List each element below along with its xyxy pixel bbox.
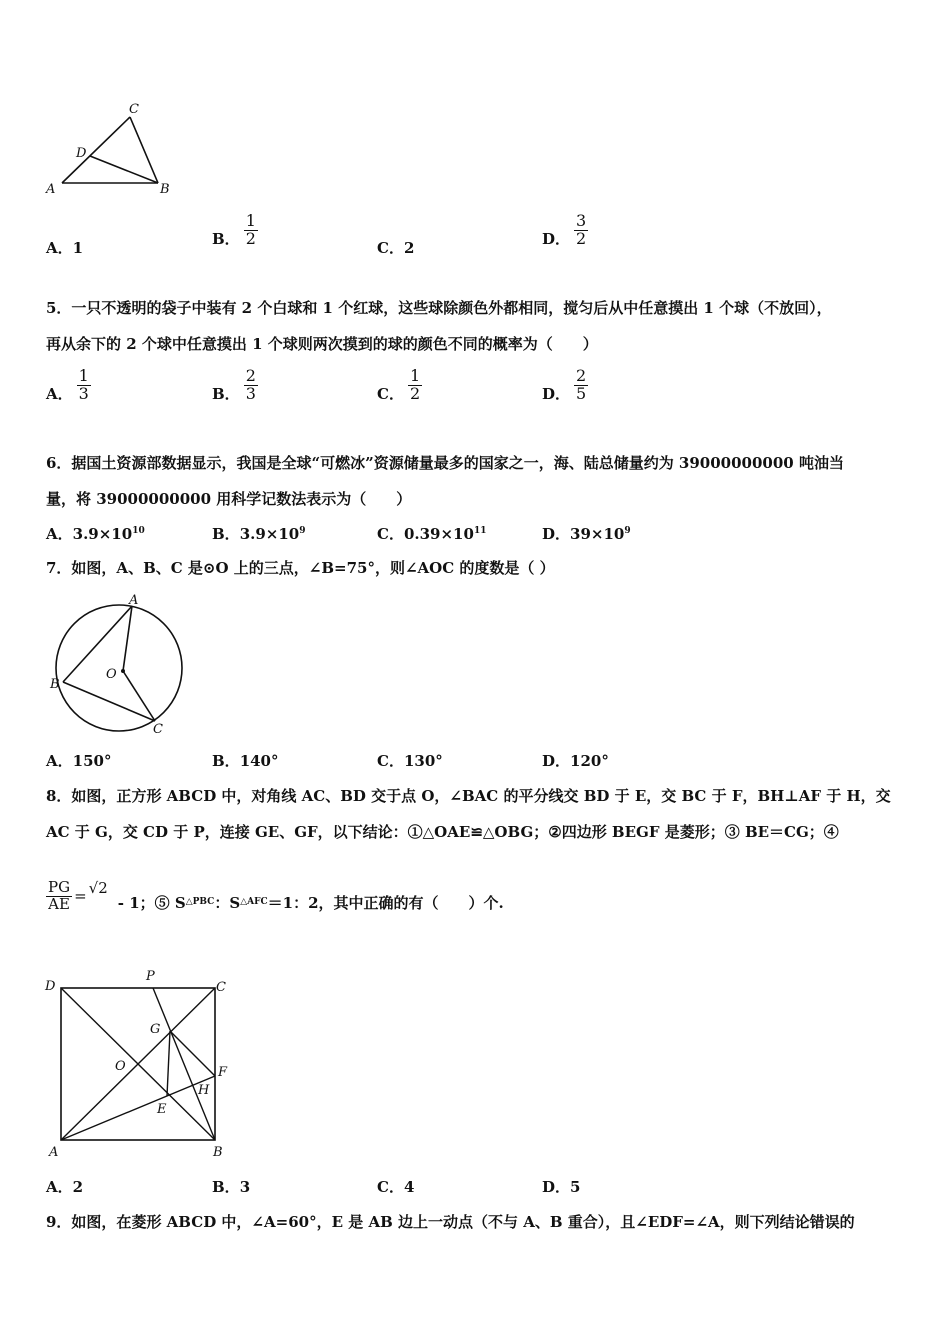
q8-option-d[interactable]: D．5 (542, 1178, 581, 1196)
q8-label-f: F (218, 1065, 228, 1080)
q8-option-c[interactable]: C．4 (377, 1178, 415, 1196)
q7-text-line1: 7．如图，A、B、C 是⊙O 上的三点，∠B=75°，则∠AOC 的度数是（ ） (46, 559, 555, 577)
q6-text-line1: 6．据国土资源部数据显示，我国是全球“可燃冰”资源储量最多的国家之一，海、陆总储量约为 39000000000 吨油当 (46, 454, 844, 472)
q4-option-c[interactable]: C．2 (377, 239, 415, 257)
q4-option-d[interactable]: D． $\frac{3}{2}$ (542, 211, 587, 249)
q8-square-figure (40, 963, 240, 1163)
q7-label-c: C (153, 722, 163, 737)
q4-label-d: D (76, 146, 87, 161)
q7-option-b[interactable]: B．140° (212, 752, 279, 770)
q4-label-b: B (160, 182, 170, 197)
q6-option-c[interactable]: C．$0.39\times 10^{11}$ (377, 525, 487, 543)
q6-option-b[interactable]: B．$3.9\times 10^9$ (212, 525, 306, 543)
q4-option-a[interactable]: A．1 (46, 239, 84, 257)
q6-option-a[interactable]: A．$3.9\times 10^{10}$ (46, 525, 145, 543)
q8-label-h: H (198, 1083, 210, 1098)
q9-text-line1: 9．如图，在菱形 ABCD 中，∠A=60°，E 是 AB 边上一动点（不与 A、B 重合），且∠EDF=∠A，则下列结论错误的 (46, 1213, 855, 1231)
q7-circle-figure (46, 592, 186, 737)
q8-label-g: G (150, 1022, 161, 1037)
q8-label-b: B (213, 1145, 223, 1160)
q4-label-a: A (46, 182, 56, 197)
fraction: $\frac{2}{5}$ (576, 366, 587, 403)
fraction: $\frac{3}{2}$ (576, 211, 587, 248)
q8-text-line2: AC 于 G，交 CD 于 P，连接 GE、GF，以下结论：①△OAE≌△OBG；②四边形 BEGF 是菱形；③ BE＝CG；④ (46, 823, 839, 841)
fraction: $\frac{1}{3}$ (78, 366, 89, 403)
q4-label-c: C (129, 102, 139, 117)
q4-triangle-figure (40, 100, 190, 200)
q5-text-line2: 再从余下的 2 个球中任意摸出 1 个球则两次摸到的球的颜色不同的概率为（ ） (46, 335, 598, 353)
q8-label-p: P (146, 969, 155, 984)
q8-option-a[interactable]: A．2 (46, 1178, 84, 1196)
fraction: $\frac{1}{2}$ (245, 211, 256, 248)
q8-option-b[interactable]: B．3 (212, 1178, 251, 1196)
q7-label-b: B (50, 677, 60, 692)
q7-option-c[interactable]: C．130° (377, 752, 443, 770)
q8-label-o: O (115, 1059, 126, 1074)
q8-label-d: D (45, 979, 56, 994)
q7-option-a[interactable]: A．150° (46, 752, 112, 770)
q8-text-line3: $\frac{PG}{AE}$ = √2 - 1；⑤ S $_{\triangle PBC}$ ：S $_{\triangle AFC}$ ＝1：2，其中正确的有（ ）个. (48, 878, 504, 913)
q7-label-a: A (129, 593, 139, 608)
fraction: $\frac{1}{2}$ (409, 366, 421, 403)
pg-ae-fraction: $\frac{PG}{AE}$ (48, 878, 71, 913)
q5-option-b[interactable]: B． $\frac{2}{3}$ (212, 366, 256, 404)
q8-text-line1: 8．如图，正方形 ABCD 中，对角线 AC、BD 交于点 O，∠BAC 的平分线交 BD 于 E，交 BC 于 F，BH⊥AF 于 H，交 (46, 787, 891, 805)
q5-text-line1: 5．一只不透明的袋子中装有 2 个白球和 1 个红球，这些球除颜色外都相同，搅匀后从中任意摸出 1 个球（不放回）， (46, 299, 832, 317)
q8-label-a: A (49, 1145, 59, 1160)
q7-option-d[interactable]: D．120° (542, 752, 609, 770)
q6-option-d[interactable]: D．$39\times 10^9$ (542, 525, 631, 543)
q6-text-line2: 量，将 39000000000 用科学记数法表示为（ ） (46, 490, 412, 508)
q8-label-e: E (157, 1102, 167, 1117)
q5-option-d[interactable]: D． $\frac{2}{5}$ (542, 366, 587, 404)
q5-option-a[interactable]: A． $\frac{1}{3}$ (46, 366, 89, 404)
q5-option-c[interactable]: C． $\frac{1}{2}$ (377, 366, 421, 404)
sqrt-two: √2 (88, 879, 108, 898)
q7-label-o: O (106, 667, 117, 682)
q4-option-b[interactable]: B． $\frac{1}{2}$ (212, 211, 256, 249)
fraction: $\frac{2}{3}$ (245, 366, 256, 403)
q8-label-c: C (216, 980, 226, 995)
